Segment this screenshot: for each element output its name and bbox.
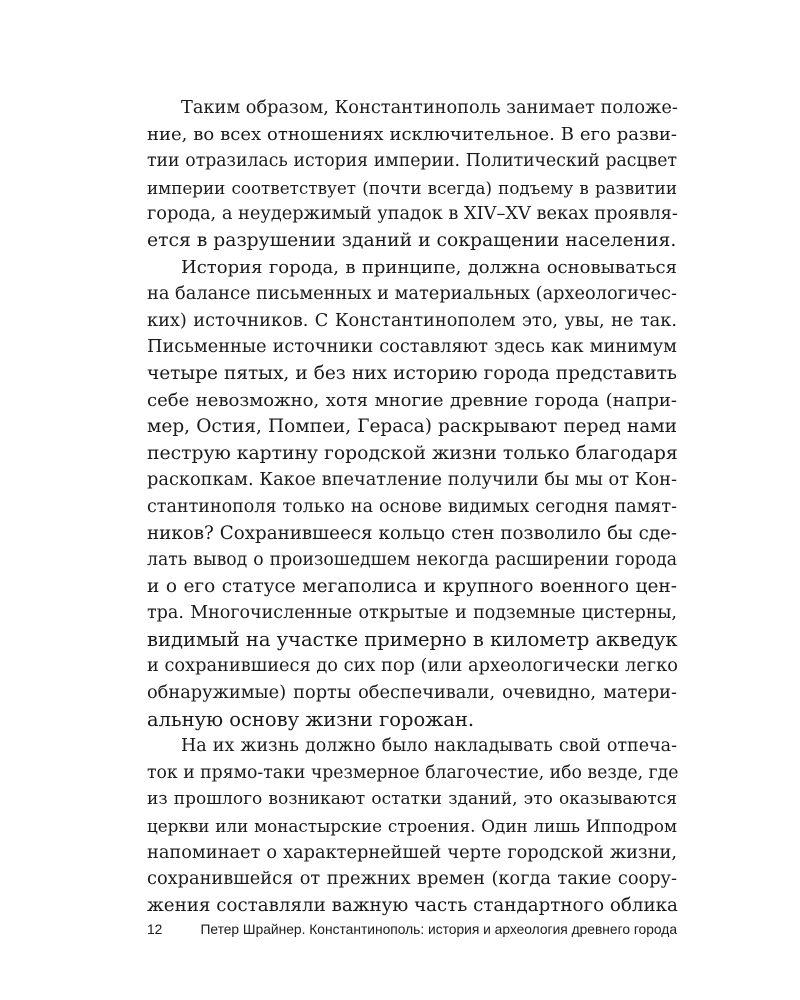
- text-line: ких) источников. С Константинополем это, увы, не так.: [147, 310, 677, 331]
- text-line: стантинополя только на основе видимых сегодня памят-: [147, 496, 677, 517]
- paragraph: [147, 95, 677, 255]
- text-line: ток и прямо-таки чрезмерное благочестие, ибо везде, где: [147, 762, 679, 783]
- text-line: сохранившейся от прежних времен (когда такие соору-: [147, 869, 677, 890]
- paragraph: [147, 255, 677, 734]
- text-line: лать вывод о произошедшем некогда расширении города: [147, 550, 677, 571]
- text-line: жения составляли важную часть стандартного облика: [147, 894, 678, 916]
- text-line: напоминает о характернейшей черте городской жизни,: [147, 842, 677, 863]
- text-line: Таким образом, Константинополь занимает положе-: [181, 98, 678, 118]
- text-line: себе невозможно, хотя многие древние города (напри-: [147, 389, 677, 411]
- text-line: мер, Остия, Помпеи, Гераса) раскрывают перед нами: [147, 416, 677, 438]
- page-footer: [147, 918, 677, 940]
- text-line: церкви или монастырские строения. Один лишь Ипподром: [147, 816, 677, 837]
- text-line: раскопкам. Какое впечатление получили бы мы от Кон-: [147, 470, 677, 491]
- text-line: обнаружимые) порты обеспечивали, очевидно, матери-: [147, 683, 677, 704]
- text-line: На их жизнь должно было накладывать свой отпеча-: [181, 736, 677, 757]
- page-number: 12: [147, 921, 163, 937]
- text-line: четыре пятых, и без них историю города представить: [147, 362, 677, 384]
- text-line: и о его статусе мегаполиса и крупного военного цен-: [147, 575, 677, 597]
- text-line: города, а неудержимый упадок в XIV–XV веках проявля-: [147, 204, 678, 225]
- text-line: из прошлого возникают остатки зданий, это оказываются: [147, 789, 677, 810]
- text-line: ние, во всех отношениях исключительное. В его разви-: [147, 123, 677, 145]
- text-line: альную основу жизни горожан.: [147, 707, 475, 731]
- text-line: пеструю картину городской жизни только благодаря: [147, 442, 678, 464]
- text-line: и сохранившиеся до сих пор (или археологически легко: [147, 656, 678, 677]
- text-line: империи соответствует (почти всегда) подъему в развитии: [147, 177, 677, 198]
- text-line: ников? Сохранившееся кольцо стен позволило бы сде-: [147, 522, 677, 544]
- text-line: ется в разрушении зданий и сокращении населения.: [147, 229, 677, 251]
- paragraph: [147, 733, 677, 919]
- running-title: Петер Шрайнер. Константинополь: история и археология древнего города: [200, 921, 677, 937]
- body-text: [147, 95, 677, 919]
- text-line: тра. Многочисленные открытые и подземные цистерны,: [147, 603, 677, 624]
- text-line: видимый на участке примерно в километр акведук: [147, 627, 678, 651]
- text-line: на балансе письменных и материальных (археологичес-: [147, 284, 677, 305]
- text-line: тии отразилась история империи. Политический расцвет: [147, 151, 677, 172]
- text-line: История города, в принципе, должна основываться: [181, 256, 677, 278]
- text-line: Письменные источники составляют здесь как минимум: [147, 337, 677, 358]
